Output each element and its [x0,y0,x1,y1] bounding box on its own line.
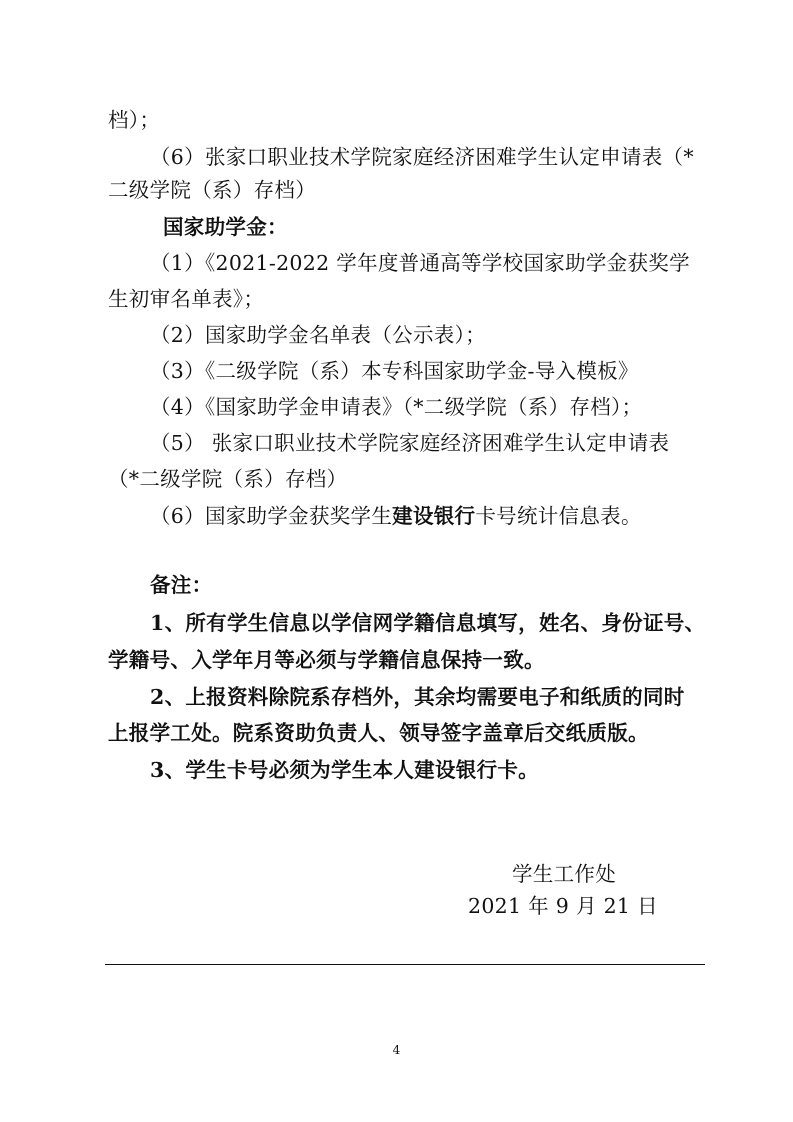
notes-line: 3、学生卡号必须为学生本人建设银行卡。 [150,758,539,782]
section-heading: 国家助学金： [163,215,288,239]
item6-prefix: （6）国家助学金获奖学生 [150,504,393,528]
body-line: （2）国家助学金名单表（公示表）； [150,323,486,347]
signature-date: 2021 年 9 月 21 日 [468,894,658,918]
notes-line: 2、上报资料除院系存档外，其余均需要电子和纸质的同时 [150,685,685,709]
notes-line: 1、所有学生信息以学信网学籍信息填写，姓名、身份证号、 [150,611,706,635]
body-line: 生初审名单表》； [108,287,265,311]
notes-line: 学籍号、入学年月等必须与学籍信息保持一致。 [108,648,545,672]
page-number: 4 [392,1043,401,1057]
item6-bold: 建设银行 [392,504,476,528]
signature-office: 学生工作处 [512,862,616,886]
notes-heading: 备注： [150,573,213,597]
footer-divider [105,964,705,965]
body-line: （5） 张家口职业技术学院家庭经济困难学生认定申请表 [150,431,670,455]
body-line-item6 [150,506,642,527]
body-line: （6）张家口职业技术学院家庭经济困难学生认定申请表（* [150,145,694,169]
item6-suffix: 卡号统计信息表。 [475,504,642,528]
body-line: 档）； [108,108,161,132]
body-line: （3）《二级学院（系）本专科国家助学金-导入模板》 [150,359,639,383]
notes-line: 上报学工处。院系资助负责人、领导签字盖章后交纸质版。 [108,721,649,745]
body-line: 二级学院（系）存档） [108,178,316,202]
body-line: （*二级学院（系）存档） [108,467,348,491]
body-line: （4）《国家助学金申请表》（*二级学院（系）存档）； [150,395,643,419]
body-line: （1）《2021-2022 学年度普通高等学校国家助学金获奖学 [150,251,690,275]
